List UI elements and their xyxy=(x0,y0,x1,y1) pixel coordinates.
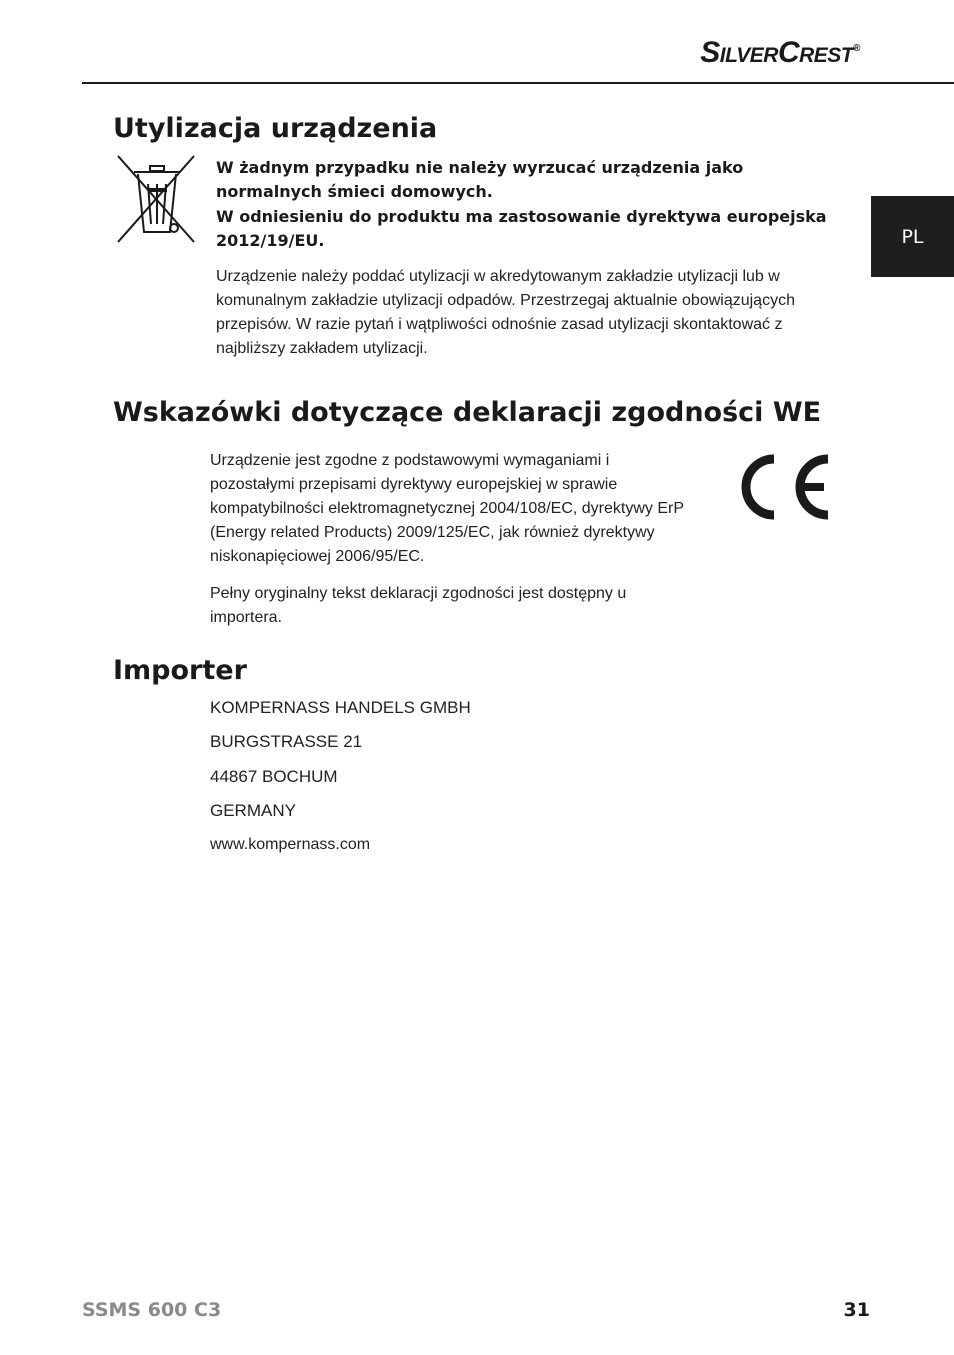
page-number: 31 xyxy=(843,1299,870,1321)
importer-city: 44867 BOCHUM xyxy=(210,767,338,786)
ce-mark-icon xyxy=(734,451,834,523)
section-title-importer: Importer xyxy=(113,655,247,686)
language-tab: PL xyxy=(871,196,954,277)
conformity-body: Urządzenie jest zgodne z podstawowymi wymaganiami i pozostałymi przepisami dyrektywy europejskiej w sprawie kompatybilności elektromagnetycznej 2004/108/EC, dyrektywy ErP (Energy related Products) 2009/125/EC, jak również dyrektywy niskonapięciowej 2006/95/EC. xyxy=(210,452,684,565)
crossed-bin-icon xyxy=(114,154,198,246)
disposal-body: Urządzenie należy poddać utylizacji w akredytowanym zakładzie utylizacji lub w komunalnym zakładzie utylizacji odpadów. Przestrzegaj aktualnie obowiązujących przepisów. W razie pytań i wątpliwości odnośnie zasad utylizacji skontaktować z najbliższy zakładem utylizacji. xyxy=(216,268,795,357)
disposal-warning: W żadnym przypadku nie należy wyrzucać urządzenia jako normalnych śmieci domowych. xyxy=(216,158,744,201)
header-rule xyxy=(82,82,954,84)
section-title-disposal: Utylizacja urządzenia xyxy=(113,113,438,144)
conformity-note: Pełny oryginalny tekst deklaracji zgodności jest dostępny u importera. xyxy=(210,585,627,626)
section-title-conformity: Wskazówki dotyczące deklaracji zgodności WE xyxy=(113,397,822,428)
brand-logo: SilverCrest® xyxy=(700,36,860,69)
importer-website[interactable]: www.kompernass.com xyxy=(210,836,371,853)
importer-street: BURGSTRASSE 21 xyxy=(210,732,363,751)
importer-country: GERMANY xyxy=(210,801,296,820)
footer-model: SSMS 600 C3 xyxy=(82,1299,222,1321)
importer-company: KOMPERNASS HANDELS GMBH xyxy=(210,698,471,717)
disposal-directive: W odniesieniu do produktu ma zastosowanie dyrektywa europejska 2012/19/EU. xyxy=(216,207,827,250)
